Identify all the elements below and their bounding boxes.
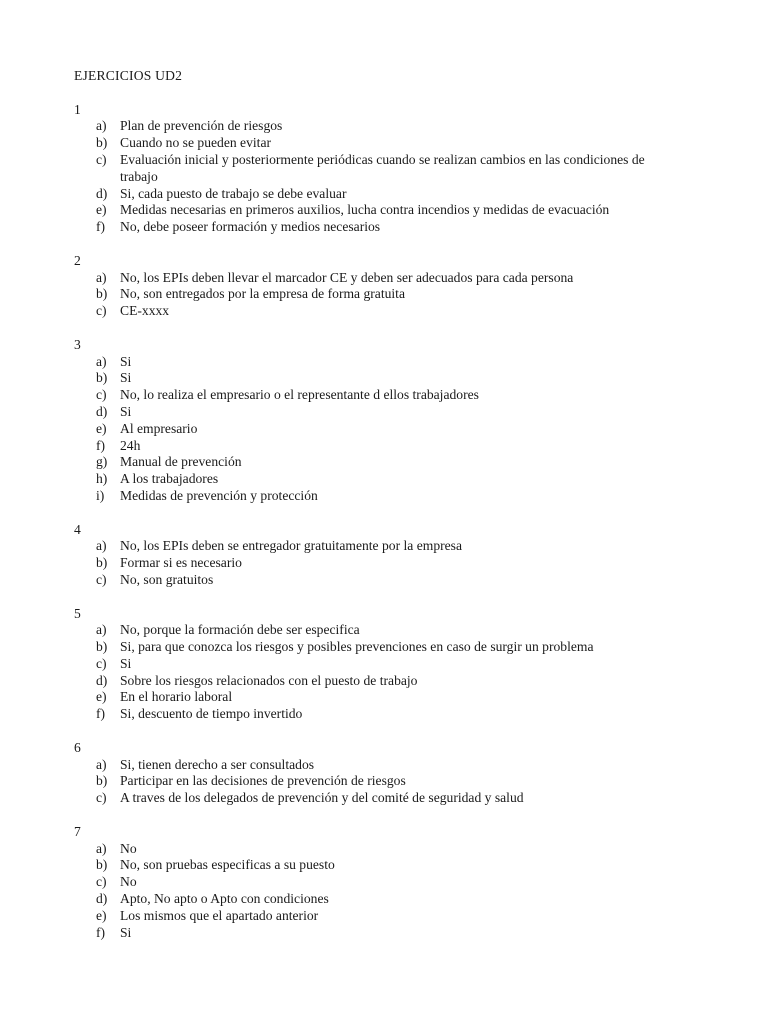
answer-letter: b) xyxy=(96,639,108,655)
answer-item xyxy=(74,773,714,790)
answer-list xyxy=(74,354,714,505)
answer-letter: b) xyxy=(96,135,108,151)
exercise-number: 6 xyxy=(74,739,81,755)
answer-item xyxy=(74,790,714,807)
answer-item xyxy=(74,488,714,505)
answer-text: No, lo realiza el empresario o el representante d ellos trabajadores xyxy=(120,387,479,403)
sections-container xyxy=(74,102,714,942)
exercise-section xyxy=(74,522,714,589)
answer-text: Medidas necesarias en primeros auxilios, lucha contra incendios y medidas de evacuación xyxy=(120,202,610,218)
answer-item xyxy=(74,186,714,203)
answer-letter: e) xyxy=(96,907,107,923)
answer-text: Al empresario xyxy=(120,420,198,436)
answer-letter: b) xyxy=(96,286,108,302)
answer-list xyxy=(74,538,714,588)
answer-letter: b) xyxy=(96,857,108,873)
answer-item xyxy=(74,572,714,589)
answer-text: Si, tienen derecho a ser consultados xyxy=(120,756,315,772)
answer-item xyxy=(74,891,714,908)
exercise-section xyxy=(74,102,714,236)
answer-list xyxy=(74,270,714,320)
answer-text: Si xyxy=(120,403,132,419)
answer-text: CE-xxxx xyxy=(120,303,170,319)
answer-text: Medidas de prevención y protección xyxy=(120,487,318,503)
answer-item xyxy=(74,135,714,152)
answer-letter: e) xyxy=(96,202,107,218)
answer-item xyxy=(74,555,714,572)
answer-letter: e) xyxy=(96,420,107,436)
answer-text: Si, descuento de tiempo invertido xyxy=(120,706,303,722)
answer-letter: d) xyxy=(96,185,108,201)
answer-text: No, debe poseer formación y medios necesarios xyxy=(120,219,381,235)
answer-text: No, los EPIs deben se entregador gratuitamente por la empresa xyxy=(120,538,462,554)
answer-item xyxy=(74,706,714,723)
answer-text: No, los EPIs deben llevar el marcador CE y deben ser adecuados para cada persona xyxy=(120,269,574,285)
exercise-number: 7 xyxy=(74,823,81,839)
exercise-number: 3 xyxy=(74,336,81,352)
answer-item xyxy=(74,656,714,673)
answer-item xyxy=(74,673,714,690)
answer-letter: c) xyxy=(96,151,107,167)
exercise-number: 1 xyxy=(74,101,81,117)
answer-item xyxy=(74,421,714,438)
answer-item xyxy=(74,202,714,219)
answer-item xyxy=(74,639,714,656)
answer-text: A los trabajadores xyxy=(120,471,219,487)
answer-item xyxy=(74,471,714,488)
exercise-section xyxy=(74,740,714,807)
answer-item xyxy=(74,404,714,421)
answer-text: No xyxy=(120,874,137,890)
answer-text: 24h xyxy=(120,437,141,453)
exercise-number: 2 xyxy=(74,252,81,268)
answer-text: Sobre los riesgos relacionados con el puesto de trabajo xyxy=(120,672,418,688)
answer-text: Plan de prevención de riesgos xyxy=(120,118,283,134)
answer-item xyxy=(74,354,714,371)
answer-text: No, porque la formación debe ser especifica xyxy=(120,622,360,638)
answer-item xyxy=(74,538,714,555)
answer-text: Manual de prevención xyxy=(120,454,242,470)
answer-item xyxy=(74,286,714,303)
answer-letter: d) xyxy=(96,672,108,688)
answer-text: Cuando no se pueden evitar xyxy=(120,135,271,151)
answer-letter: i) xyxy=(96,487,105,503)
answer-text: Apto, No apto o Apto con condiciones xyxy=(120,891,329,907)
answer-list xyxy=(74,118,714,236)
answer-text: Evaluación inicial y posteriormente periódicas cuando se realizan cambios en las condiciones de trabajo xyxy=(120,151,645,184)
answer-letter: c) xyxy=(96,874,107,890)
answer-item xyxy=(74,219,714,236)
answer-letter: a) xyxy=(96,353,107,369)
answer-letter: b) xyxy=(96,555,108,571)
answer-text: A traves de los delegados de prevención y del comité de seguridad y salud xyxy=(120,790,524,806)
answer-letter: c) xyxy=(96,790,107,806)
answer-letter: d) xyxy=(96,891,108,907)
answer-list xyxy=(74,757,714,807)
answer-text: Si, para que conozca los riesgos y posibles prevenciones en caso de surgir un problema xyxy=(120,639,594,655)
answer-item xyxy=(74,270,714,287)
answer-text: Si xyxy=(120,353,132,369)
answer-letter: f) xyxy=(96,219,106,235)
answer-item xyxy=(74,925,714,942)
answer-letter: d) xyxy=(96,403,108,419)
answer-item xyxy=(74,438,714,455)
answer-item xyxy=(74,857,714,874)
answer-item xyxy=(74,622,714,639)
answer-letter: a) xyxy=(96,538,107,554)
answer-list xyxy=(74,841,714,942)
exercise-number: 4 xyxy=(74,521,81,537)
answer-item xyxy=(74,874,714,891)
answer-text: No xyxy=(120,840,137,856)
answer-item xyxy=(74,689,714,706)
answer-letter: b) xyxy=(96,370,108,386)
answer-letter: h) xyxy=(96,471,108,487)
answer-letter: f) xyxy=(96,924,106,940)
answer-letter: g) xyxy=(96,454,108,470)
exercise-section xyxy=(74,824,714,942)
answer-text: Si xyxy=(120,655,132,671)
answer-letter: a) xyxy=(96,269,107,285)
answer-item xyxy=(74,841,714,858)
answer-text: Los mismos que el apartado anterior xyxy=(120,907,319,923)
exercise-number: 5 xyxy=(74,605,81,621)
answer-text: No, son gratuitos xyxy=(120,571,214,587)
answer-text: En el horario laboral xyxy=(120,689,233,705)
exercise-section xyxy=(74,606,714,724)
answer-text: Participar en las decisiones de prevención de riesgos xyxy=(120,773,406,789)
answer-letter: a) xyxy=(96,622,107,638)
answer-letter: e) xyxy=(96,689,107,705)
answer-letter: c) xyxy=(96,655,107,671)
answer-item xyxy=(74,454,714,471)
answer-text: Formar si es necesario xyxy=(120,555,242,571)
answer-letter: c) xyxy=(96,571,107,587)
answer-text: Si xyxy=(120,924,132,940)
answer-item xyxy=(74,908,714,925)
answer-text: No, son entregados por la empresa de forma gratuita xyxy=(120,286,405,302)
answer-letter: a) xyxy=(96,840,107,856)
answer-letter: b) xyxy=(96,773,108,789)
answer-text: Si xyxy=(120,370,132,386)
exercise-section xyxy=(74,253,714,320)
exercise-section xyxy=(74,337,714,505)
answer-list xyxy=(74,622,714,723)
answer-item xyxy=(74,370,714,387)
document-page xyxy=(74,68,714,941)
answer-letter: f) xyxy=(96,706,106,722)
answer-letter: a) xyxy=(96,118,107,134)
answer-letter: f) xyxy=(96,437,106,453)
answer-text: Si, cada puesto de trabajo se debe evaluar xyxy=(120,185,347,201)
document-title: EJERCICIOS UD2 xyxy=(74,68,183,83)
answer-text: No, son pruebas especificas a su puesto xyxy=(120,857,335,873)
answer-item xyxy=(74,757,714,774)
answer-letter: c) xyxy=(96,387,107,403)
answer-item xyxy=(74,387,714,404)
answer-item xyxy=(74,303,714,320)
answer-letter: a) xyxy=(96,756,107,772)
answer-item xyxy=(74,152,714,186)
answer-letter: c) xyxy=(96,303,107,319)
answer-item xyxy=(74,118,714,135)
